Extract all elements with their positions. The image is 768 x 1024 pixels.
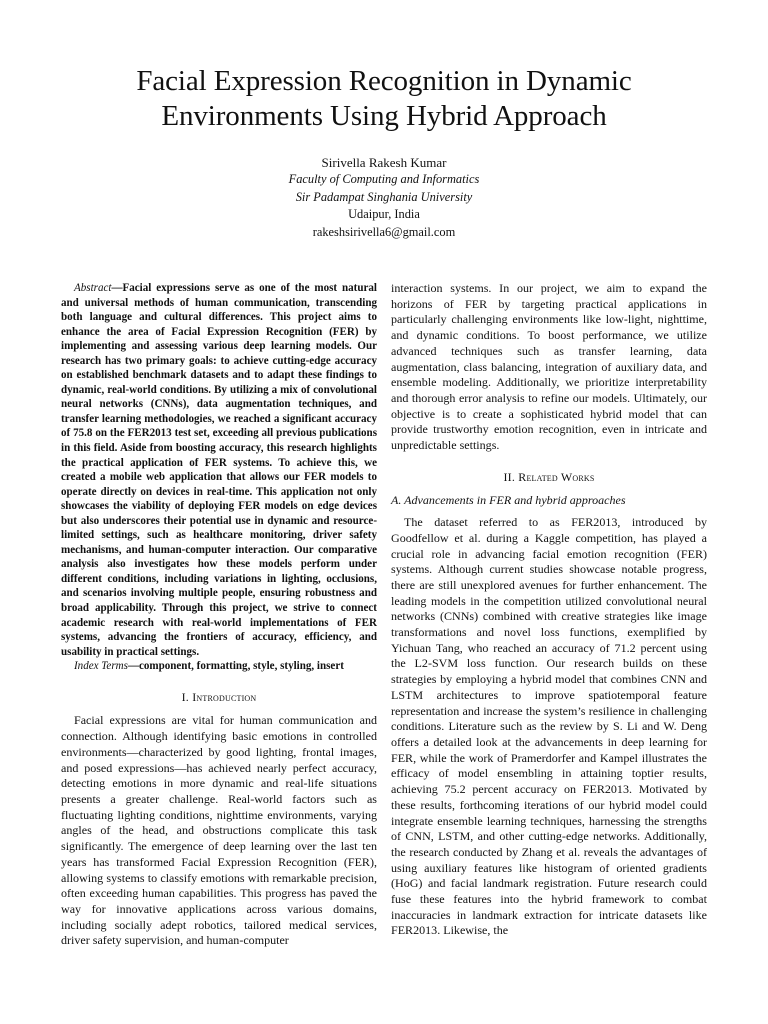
author-location: Udaipur, India — [348, 207, 420, 222]
introduction-paragraph-continued: interaction systems. In our project, we aim to expand the horizons of FER by targeting practical applications in particularly challenging environments like low-light, nighttime, and dynamic conditions. To boost performance, we utilize advanced techniques such as transfer learning, data augmentation, class balancing, integration of auxiliary data, and ensemble modeling. Additionally, we prioritize interpretability and thorough error analysis to refine our models. Ultimately, our objective is to create a sophisticated hybrid model that can provide trustworthy emotion recognition, even in intricate and unpredictable settings. — [391, 281, 707, 453]
abstract-text: —Facial expressions serve as one of the most natural and universal methods of human communication, transcending both language and cultural differences. This project aims to enhance the area of Facial Expression Recognition (FER) by implementing and assessing various deep learning models. Our research has two primary goals: to achieve cutting-edge accuracy on established benchmark datasets and to adapt these findings to dynamic, real-world conditions. By utilizing a mix of convolutional neural networks (CNNs), data augmentation techniques, and transfer learning methodologies, we reached a significant accuracy of 75.8 on the FER2013 test set, exceeding all previous publications in this field. Aside from boosting accuracy, this research highlights the practical application of FER systems. To achieve this, we created a mobile web application that allows our FER models to operate directly on devices in real-time. This application not only showcases the viability of deploying FER models on edge devices but also underscores their potential use in dynamic and resource-limited settings, such as healthcare monitoring, driver safety mechanisms, and human-computer interaction. Our comparative analysis also investigates how these models perform under different conditions, including variations in lighting, occlusions, and scenarios involving multiple people, ensuring robustness and broad applicability. Through this project, we strive to connect academic research with real-world implementations of FER systems, advancing the frontiers of accuracy, efficiency, and usability in practical settings. — [61, 282, 377, 658]
abstract-label: Abstract — [74, 282, 112, 294]
subsection-heading: A. Advancements in FER and hybrid approaches — [391, 493, 626, 508]
author-university: Sir Padampat Singhania University — [295, 189, 473, 204]
index-terms — [61, 659, 377, 674]
section-heading-introduction — [61, 690, 377, 706]
section-number: I. — [181, 689, 190, 704]
left-column — [61, 281, 377, 949]
section-number: II. — [503, 469, 516, 484]
section-title: Related Works — [518, 469, 595, 484]
author-faculty: Faculty of Computing and Informatics — [288, 172, 480, 187]
paper-title: Facial Expression Recognition in Dynamic Environments Using Hybrid Approach — [136, 65, 632, 132]
index-terms-text: —component, formatting, style, styling, insert — [127, 660, 344, 673]
section-title: Introduction — [192, 689, 257, 704]
index-terms-label: Index Terms — [74, 660, 128, 673]
right-column — [391, 281, 707, 939]
related-works-paragraph: The dataset referred to as FER2013, introduced by Goodfellow et al. during a Kaggle competition, has played a crucial role in advancing facial emotion recognition (FER) systems. Although current studies showcase notable progress, there are still unexplored avenues for further enhancement. The leading models in the competition utilized convolutional neural networks (CNNs) combined with creative strategies like image transformations and novel loss functions, exemplified by Yichuan Tang, who reached an accuracy of 71.2 percent using the L2-SVM loss function. Our research builds on these strategies by employing a hybrid model that combines CNN and LSTM architectures to improve spatiotemporal feature representation and increase the system’s resilience in challenging conditions. Literature such as the review by S. Li and W. Deng offers a detailed look at the advancements in deep learning for FER, while the work of Pramerdorfer and Kampel illustrates the efficacy of model ensembling in attaining toptier results, achieving 75.2 percent accuracy on FER2013. Motivated by these results, forthcoming iterations of our hybrid model could integrate ensemble learning techniques, harnessing the strengths of CNN, LSTM, and other cutting-edge networks. Additionally, the research conducted by Zhang et al. reveals the advantages of using auxiliary features like histogram of oriented gradients (HoG) and facial landmark registration. Future research could fuse these features into the hybrid framework to combat inaccuracies in landmark extraction for intricate datasets like FER2013. Likewise, the — [391, 515, 707, 938]
author-block — [140, 154, 628, 241]
author-email: rakeshsirivella6@gmail.com — [312, 224, 456, 239]
introduction-paragraph: Facial expressions are vital for human communication and connection. Although identifying basic emotions in controlled environments—characterized by good lighting, frontal images, and posed expressions—has achieved nearly perfect accuracy, detecting emotions in more dynamic and real-life situations presents a greater challenge. Real-world factors such as fluctuating lighting conditions, nighttime environments, varying angles of the head, and obstructions complicate this task significantly. The emergence of deep learning over the last ten years has transformed Facial Expression Recognition (FER), allowing systems to classify emotions with remarkable precision, often exceeding human capabilities. This progress has paved the way for innovative applications across various domains, including socially adept robotics, tailored medical services, driver safety supervision, and human-computer — [61, 713, 377, 948]
section-heading-related-works — [391, 470, 707, 486]
abstract — [61, 281, 377, 659]
author-name: Sirivella Rakesh Kumar — [321, 155, 447, 170]
